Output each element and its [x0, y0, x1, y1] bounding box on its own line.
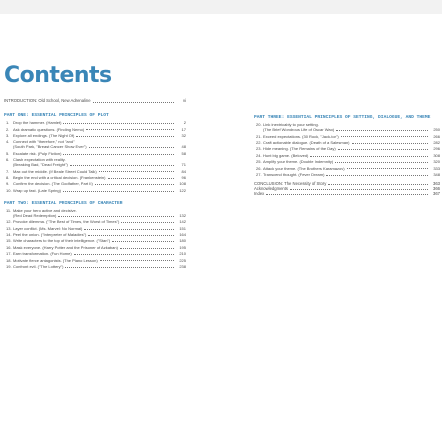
entry-title: Explore all endings. (The Night Of) — [13, 132, 75, 138]
part-three-heading: PART THREE: ESSENTIAL PRINCIPLES OF SETTING, DIALOGUE, AND THEME — [254, 115, 431, 120]
toc-intro[interactable] — [4, 98, 186, 104]
entry-title: Confront evil. ("The Lottery") — [13, 264, 64, 270]
toc-entry-line — [4, 175, 186, 180]
entry-title: Mask everyone. (Harry Potter and the Prisoner of Azkaban) — [13, 244, 118, 250]
part-one-heading: PART ONE: ESSENTIAL PRINCIPLES OF PLOT — [4, 113, 109, 118]
toc-entry[interactable] — [4, 169, 186, 174]
entry-title: Motivate fierce antagonists. (The Piano Lesson) — [13, 257, 98, 263]
leader-dots — [84, 229, 174, 230]
entry-title: Attack your theme. (The Brothers Karamazov) — [263, 165, 345, 171]
part-three-list — [254, 122, 440, 177]
entry-page: 142 — [179, 219, 186, 225]
leader-dots — [112, 241, 174, 242]
toc-right-column — [254, 115, 440, 196]
entry-title: Transcend thought. (Fever Dream) — [263, 171, 325, 177]
leader-dots — [100, 260, 174, 261]
toc-entry-line — [254, 140, 440, 145]
entry-title: Exceed expectations. (30 Rock, "Jack-tor") — [263, 133, 339, 139]
entry-number: 6. — [6, 157, 10, 163]
toc-entry[interactable] — [4, 264, 186, 269]
entry-number: 16. — [6, 244, 12, 250]
leader-dots — [65, 267, 174, 268]
back-matter-page: 367 — [433, 190, 440, 196]
entry-number: 23. — [256, 146, 262, 152]
entry-page: 210 — [179, 251, 186, 257]
entry-page: 266 — [433, 133, 440, 139]
toc-entry-line — [254, 166, 440, 171]
entry-number: 25. — [256, 159, 262, 165]
leader-dots — [63, 191, 174, 192]
toc-entry[interactable] — [254, 153, 440, 158]
entry-page: 96 — [181, 174, 186, 180]
toc-entry[interactable] — [254, 172, 440, 177]
toc-entry-line — [254, 127, 440, 132]
part-two-heading: PART TWO: ESSENTIAL PRINCIPLES OF CHARACTER — [4, 200, 123, 206]
leader-dots — [89, 147, 174, 148]
leader-dots — [290, 186, 428, 190]
entry-page: 225 — [179, 257, 186, 263]
leader-dots — [120, 248, 174, 249]
entry-number: 14. — [6, 232, 12, 238]
toc-entry[interactable] — [254, 159, 440, 164]
entry-subtitle: (South Park, "Breast Cancer Show Ever") — [13, 144, 87, 150]
leader-dots — [76, 136, 174, 137]
entry-page: 348 — [433, 171, 440, 177]
toc-entry-line — [4, 213, 186, 218]
toc-entry-line — [4, 120, 186, 125]
toc-entry-line — [4, 162, 186, 167]
leader-dots — [58, 216, 174, 217]
toc-entry-line — [4, 133, 186, 138]
intro-label: INTRODUCTION: Old School, New Adrenaline — [4, 98, 91, 103]
entry-title: Begin the end with a critical decision. (Frankenstein) — [13, 174, 106, 180]
toc-entry-line — [254, 172, 440, 177]
toc-entry-line — [4, 245, 186, 250]
entry-number: 8. — [6, 174, 10, 180]
part-one-list — [4, 120, 186, 193]
leader-dots — [70, 165, 174, 166]
toc-entry-line — [254, 153, 440, 158]
back-matter-page: 366 — [433, 185, 440, 191]
leader-dots — [310, 156, 428, 157]
toc-entry[interactable] — [4, 226, 186, 231]
entry-number: 19. — [6, 264, 12, 270]
entry-number: 11. — [6, 207, 12, 213]
entry-page: 132 — [179, 212, 186, 218]
entry-title: Link inextricably to your setting. — [263, 122, 319, 128]
entry-title: Amplify your theme. (Double Indemnity) — [263, 159, 334, 165]
entry-title: Write characters to the top of their intelligence. ("Stan") — [13, 238, 111, 244]
toc-entry[interactable] — [4, 258, 186, 263]
entry-title: Peel the onion. ("Interpreter of Maladies") — [13, 232, 87, 238]
toc-entry[interactable] — [4, 251, 186, 256]
entry-page: 250 — [433, 127, 440, 133]
toc-entry[interactable] — [254, 140, 440, 145]
entry-page: 108 — [179, 181, 186, 187]
entry-title: Layer conflict. (Ms. Marvel: No Normal) — [13, 225, 83, 231]
leader-dots — [93, 98, 174, 103]
entry-page: 84 — [181, 168, 186, 174]
leader-dots — [266, 191, 428, 195]
entry-page: 32 — [181, 132, 186, 138]
toc-entry-line — [254, 134, 440, 139]
intro-page: vi — [182, 98, 186, 103]
entry-number: 10. — [6, 187, 12, 193]
entry-number: 1. — [6, 120, 10, 126]
page-top-edge — [0, 0, 442, 14]
toc-entry-line — [4, 264, 186, 269]
entry-page: 238 — [179, 264, 186, 270]
entry-number: 15. — [6, 238, 12, 244]
toc-left-column — [4, 98, 186, 270]
entry-page: 296 — [433, 146, 440, 152]
leader-dots — [352, 143, 429, 144]
toc-entry-line — [4, 151, 186, 156]
leader-dots — [336, 130, 428, 131]
toc-entry-line — [4, 144, 186, 149]
entry-page: 71 — [181, 162, 186, 168]
entry-number: 27. — [256, 171, 262, 177]
toc-entry[interactable] — [4, 219, 186, 224]
entry-title: Craft actionable dialogue. (Death of a Salesman) — [263, 139, 350, 145]
entry-number: 12. — [6, 219, 12, 225]
toc-entry-line — [4, 219, 186, 224]
entry-number: 13. — [6, 225, 12, 231]
entry-number: 5. — [6, 150, 10, 156]
toc-entry-line — [4, 226, 186, 231]
leader-dots — [121, 222, 174, 223]
leader-dots — [86, 129, 174, 130]
page-title: Contents — [4, 63, 112, 88]
leader-dots — [326, 175, 428, 176]
toc-entry-line — [4, 251, 186, 256]
back-matter-list — [254, 181, 440, 196]
toc-entry[interactable] — [254, 146, 440, 151]
entry-page: 282 — [433, 139, 440, 145]
toc-entry[interactable] — [4, 238, 186, 243]
toc-entry[interactable] — [4, 245, 186, 250]
entry-title: Max out the middle. (If Beale Street Could Talk) — [13, 168, 97, 174]
entry-number: 2. — [6, 126, 10, 132]
entry-page: 151 — [179, 225, 186, 231]
leader-dots — [88, 235, 174, 236]
entry-number: 4. — [6, 139, 10, 145]
leader-dots — [338, 149, 428, 150]
toc-entry-line — [4, 232, 186, 237]
entry-number: 20. — [256, 122, 262, 128]
toc-entry-line — [4, 188, 186, 193]
back-matter-entry[interactable] — [254, 191, 440, 196]
entry-number: 26. — [256, 165, 262, 171]
entry-title: Drop the hammer. (Hamlet) — [13, 120, 62, 126]
leader-dots — [63, 154, 174, 155]
leader-dots — [74, 254, 174, 255]
entry-title: Ask dramatic questions. (Finding Nemo) — [13, 126, 85, 132]
entry-number: 7. — [6, 168, 10, 174]
entry-page: 122 — [179, 187, 186, 193]
back-matter-label: Acknowledgments — [254, 185, 288, 191]
toc-entry[interactable] — [4, 157, 186, 167]
entry-page: 48 — [181, 144, 186, 150]
toc-entry[interactable] — [4, 120, 186, 125]
entry-title: Make your hero active and decisive. — [13, 207, 77, 213]
entry-number: 17. — [6, 251, 12, 257]
entry-title: Escalate risk. (Pulp Fiction) — [13, 150, 62, 156]
toc-entry-line — [4, 127, 186, 132]
entry-number: 18. — [6, 257, 12, 263]
entry-page: 180 — [179, 238, 186, 244]
part-two-list — [4, 208, 186, 269]
entry-number: 21. — [256, 133, 262, 139]
toc-entry[interactable] — [4, 181, 186, 186]
toc-entry[interactable] — [4, 208, 186, 218]
toc-entry[interactable] — [4, 133, 186, 138]
back-matter-label: CONCLUSION: The Necessity of Story — [254, 180, 327, 186]
toc-entry[interactable] — [4, 127, 186, 132]
toc-entry[interactable] — [254, 166, 440, 171]
toc-entry-line — [4, 258, 186, 263]
leader-dots — [341, 136, 428, 137]
entry-page: 58 — [181, 150, 186, 156]
entry-number: 22. — [256, 139, 262, 145]
back-matter-page: 363 — [433, 180, 440, 186]
entry-page: 320 — [433, 159, 440, 165]
entry-title: Hide meaning. (The Remains of the Day) — [263, 146, 336, 152]
toc-entry[interactable] — [4, 175, 186, 180]
toc-entry[interactable] — [254, 122, 440, 132]
toc-entry[interactable] — [254, 134, 440, 139]
leader-dots — [108, 178, 175, 179]
entry-number: 24. — [256, 152, 262, 158]
entry-page: 164 — [179, 232, 186, 238]
leader-dots — [63, 123, 174, 124]
leader-dots — [95, 184, 174, 185]
entry-page: 308 — [433, 152, 440, 158]
toc-entry[interactable] — [4, 151, 186, 156]
entry-title: Hunt big game. (Beloved) — [263, 152, 309, 158]
toc-entry-line — [4, 181, 186, 186]
entry-subtitle: (Red Dead Redemption) — [13, 212, 57, 218]
entry-page: 2 — [183, 120, 186, 126]
entry-page: 17 — [181, 126, 186, 132]
entry-title: Wrap up fast. (Late Spring) — [13, 187, 61, 193]
entry-title: Provoke dilemma. ("The Best of Times, the Worst of Times") — [13, 219, 120, 225]
leader-dots — [328, 181, 428, 185]
entry-title: Connect with "therefore," not "and" — [13, 139, 75, 145]
entry-title: Clash expectation with reality. — [13, 157, 66, 163]
leader-dots — [335, 162, 428, 163]
toc-entry[interactable] — [4, 139, 186, 149]
toc-entry-line — [4, 169, 186, 174]
toc-entry-line — [254, 146, 440, 151]
leader-dots — [347, 168, 428, 169]
toc-entry-line — [254, 159, 440, 164]
entry-number: 3. — [6, 132, 10, 138]
entry-title: Confirm the decision. (The Godfather, Part II) — [13, 181, 93, 187]
leader-dots — [99, 171, 174, 172]
entry-number: 9. — [6, 181, 10, 187]
entry-title: Earn transformation. (Fun Home) — [13, 251, 72, 257]
entry-page: 195 — [179, 244, 186, 250]
toc-entry[interactable] — [4, 232, 186, 237]
entry-subtitle: (Breaking Bad, "Dead Freight") — [13, 162, 68, 168]
back-matter-label: Index — [254, 190, 265, 196]
toc-entry[interactable] — [4, 188, 186, 193]
entry-subtitle: (The Brief Wondrous Life of Oscar Wao) — [263, 127, 335, 133]
entry-page: 333 — [433, 165, 440, 171]
toc-entry-line — [4, 238, 186, 243]
